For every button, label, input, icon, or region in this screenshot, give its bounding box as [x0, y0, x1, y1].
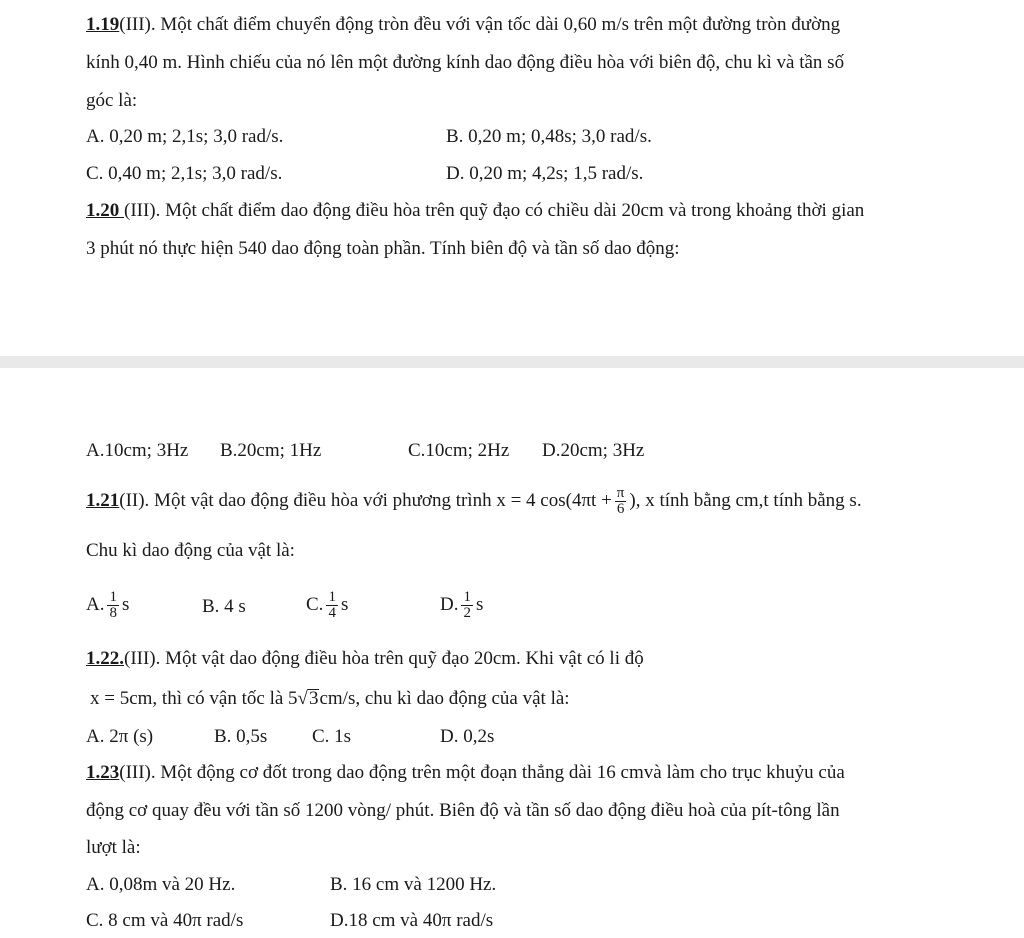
q121-option-d-fraction	[461, 590, 473, 621]
q119-option-a: A. 0,20 m; 2,1s; 3,0 rad/s.	[86, 126, 284, 147]
q121-text-post: ), x tính bằng cm,t tính bằng s.	[629, 489, 862, 511]
q121-eq-denominator: 6	[616, 501, 625, 517]
q122-line1	[86, 648, 644, 670]
q121-option-c-fraction	[326, 590, 338, 621]
q122-text-1: (III). Một vật dao động điều hòa trên quỹ đạo 20cm. Khi vật có li độ	[124, 648, 644, 669]
q121-equation-fraction	[615, 486, 627, 517]
q121-option-a	[86, 590, 129, 621]
q121-d-numerator: 1	[463, 589, 471, 605]
q120-number: 1.20	[86, 200, 124, 221]
q121-option-b: B. 4 s	[202, 596, 246, 617]
q121-option-d	[440, 590, 483, 621]
q121-c-denominator: 4	[328, 605, 336, 621]
q122-line2	[90, 688, 570, 710]
q121-option-a-fraction	[107, 590, 119, 621]
q119-option-b: B. 0,20 m; 0,48s; 3,0 rad/s.	[446, 126, 652, 147]
q123-number: 1.23	[86, 762, 120, 783]
q119-option-d: D. 0,20 m; 4,2s; 1,5 rad/s.	[446, 163, 644, 184]
q121-option-d-unit: s	[475, 593, 484, 615]
q121-text-pre: (II). Một vật dao động điều hòa với phương trình x = 4 cos(4πt +	[119, 489, 612, 511]
q121-line2: Chu kì dao động của vật là:	[86, 540, 295, 561]
q121-c-numerator: 1	[328, 589, 336, 605]
q120-text-1: (III). Một chất điểm dao động điều hòa trên quỹ đạo có chiều dài 20cm và trong khoảng thời gian	[124, 200, 865, 221]
q123-option-d: D.18 cm và 40π rad/s	[330, 910, 494, 931]
q122-option-a: A. 2π (s)	[86, 726, 154, 747]
q121-a-denominator: 8	[109, 605, 117, 621]
q122-text-post: cm/s, chu kì dao động của vật là:	[319, 688, 570, 709]
q119-option-c: C. 0,40 m; 2,1s; 3,0 rad/s.	[86, 163, 283, 184]
q123-line1	[86, 762, 845, 784]
q119-number: 1.19	[86, 14, 120, 35]
q120-option-d: D.20cm; 3Hz	[542, 440, 645, 461]
q121-option-a-unit: s	[121, 593, 130, 615]
q122-option-d: D. 0,2s	[440, 726, 495, 747]
q119-line2: kính 0,40 m. Hình chiếu của nó lên một đường kính dao động điều hòa với biên độ, chu kì và tần số	[86, 52, 845, 73]
q120-option-b: B.20cm; 1Hz	[220, 440, 322, 461]
q123-option-a: A. 0,08m và 20 Hz.	[86, 874, 236, 895]
q121-option-d-label: D.	[440, 593, 459, 615]
q122-text-pre: x = 5cm, thì có vận tốc là 5	[90, 688, 298, 709]
q120-option-a: A.10cm; 3Hz	[86, 440, 189, 461]
q122-sqrt-value: 3	[308, 688, 319, 709]
q123-text-1: (III). Một động cơ đốt trong dao động trên một đoạn thẳng dài 16 cmvà làm cho trục khuỷu của	[119, 762, 845, 783]
q121-option-c-label: C.	[306, 593, 324, 615]
q123-option-c: C. 8 cm và 40π rad/s	[86, 910, 244, 931]
q123-line3: lượt là:	[86, 837, 141, 858]
q119-line3: góc là:	[86, 90, 138, 111]
q121-option-c-unit: s	[340, 593, 349, 615]
q119-text-1: (III). Một chất điểm chuyển động tròn đều với vận tốc dài 0,60 m/s trên một đường tròn đường	[119, 14, 841, 35]
q121-line1	[86, 486, 862, 517]
q121-number: 1.21	[86, 489, 120, 511]
q123-option-b: B. 16 cm và 1200 Hz.	[330, 874, 497, 895]
q122-option-b: B. 0,5s	[214, 726, 268, 747]
q119-line1	[86, 14, 840, 36]
q122-option-c: C. 1s	[312, 726, 352, 747]
q121-a-numerator: 1	[109, 589, 117, 605]
q121-option-a-label: A.	[86, 593, 105, 615]
q120-line1	[86, 200, 864, 222]
q122-sqrt-sign: √	[297, 688, 308, 709]
q121-d-denominator: 2	[463, 605, 471, 621]
q123-line2: động cơ quay đều với tần số 1200 vòng/ phút. Biên độ và tần số dao động điều hoà của pít-tông lần	[86, 800, 840, 821]
page-separator	[0, 356, 1024, 368]
q121-option-c	[306, 590, 348, 621]
q121-eq-numerator: π	[616, 485, 625, 501]
q120-line2: 3 phút nó thực hiện 540 dao động toàn phần. Tính biên độ và tần số dao động:	[86, 238, 680, 259]
q120-option-c: C.10cm; 2Hz	[408, 440, 510, 461]
q122-number: 1.22.	[86, 648, 124, 669]
